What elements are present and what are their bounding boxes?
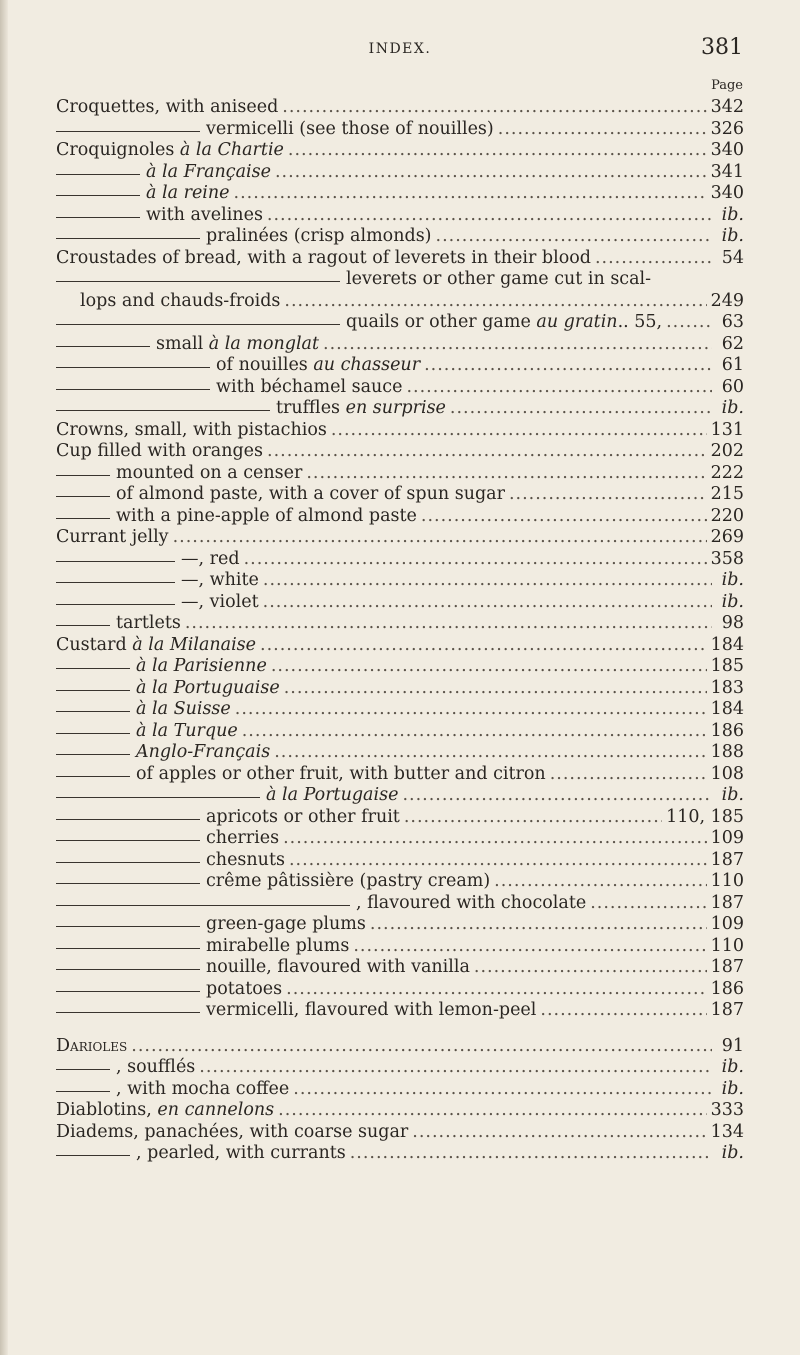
entry-page-ref: 184: [710, 634, 744, 655]
entry-page-ref: 98: [721, 613, 744, 633]
index-entry: [56, 914, 744, 936]
leader-dots: [244, 549, 707, 571]
ditto-rule: [56, 926, 200, 927]
ditto-rule: [56, 475, 110, 476]
index-entries: [56, 97, 744, 1165]
index-entry: [56, 398, 744, 420]
index-entry: [56, 420, 744, 442]
index-entry: [56, 248, 744, 270]
entry-page-ref: ib.: [721, 785, 744, 805]
index-entry: [56, 828, 744, 850]
ditto-rule: [56, 819, 200, 820]
entry-text: —, white: [181, 570, 259, 590]
ditto-rule: [56, 518, 110, 519]
entry-page-ref: 326: [710, 118, 744, 139]
entry-page-ref: 63: [721, 312, 744, 332]
index-entry: [56, 291, 744, 313]
entry-page-ref: 187: [710, 1000, 744, 1020]
entry-text: à la reine: [146, 183, 230, 203]
entry-page-ref: 333: [710, 1100, 744, 1120]
section-gap: [56, 1022, 744, 1036]
entry-page-ref: 110: [710, 935, 744, 956]
entry-page-ref: ib.: [721, 591, 744, 612]
entry-text: vermicelli, flavoured with lemon-peel: [206, 1000, 537, 1020]
ditto-rule: [56, 410, 270, 411]
leader-dots: [235, 699, 707, 721]
page-number: 381: [701, 35, 743, 60]
index-entry: [56, 334, 744, 356]
entry-page-ref: 110: [710, 871, 744, 891]
entry-text: cherries: [206, 828, 280, 848]
leader-dots: [402, 785, 712, 807]
leader-dots: [350, 1143, 712, 1165]
entry-page-ref: 340: [710, 140, 744, 160]
leader-dots: [540, 1000, 706, 1022]
index-entry: [56, 1122, 744, 1144]
ditto-rule: [56, 561, 175, 562]
leader-dots: [278, 1100, 706, 1122]
entry-page-ref: 342: [710, 97, 744, 117]
entry-page-ref: ib.: [721, 226, 744, 246]
index-entry: [56, 269, 744, 291]
entry-text: à la Parisienne: [136, 656, 267, 676]
entry-text: crême pâtissière (pastry cream): [206, 871, 491, 891]
entry-page-ref: 202: [710, 441, 744, 461]
entry-text: leverets or other game cut in scal-: [346, 269, 652, 289]
ditto-rule: [56, 174, 140, 175]
index-entry: [56, 570, 744, 592]
index-entry: [56, 549, 744, 571]
entry-text: —, violet: [181, 591, 259, 612]
entry-page-ref: 249: [710, 290, 744, 311]
entry-text: à la Suisse: [136, 699, 231, 719]
index-entry: [56, 119, 744, 141]
ditto-rule: [56, 1012, 200, 1013]
index-entry: [56, 893, 744, 915]
leader-dots: [263, 592, 712, 614]
leader-dots: [260, 635, 707, 657]
leader-dots: [284, 678, 707, 700]
leader-dots: [331, 420, 707, 442]
leader-dots: [284, 291, 706, 313]
leader-dots: [494, 871, 706, 893]
entry-page-ref: 340: [710, 183, 744, 203]
entry-page-ref: 220: [710, 505, 744, 526]
entry-page-ref: 269: [710, 527, 744, 547]
index-entry: [56, 463, 744, 485]
entry-text: à la Portugaise: [266, 785, 399, 805]
entry-text: , with mocha coffee: [116, 1078, 290, 1099]
ditto-rule: [56, 625, 110, 626]
entry-text: with béchamel sauce: [216, 376, 403, 397]
leader-dots: [595, 248, 712, 270]
index-entry: [56, 97, 744, 119]
ditto-rule: [56, 733, 130, 734]
index-entry: [56, 1036, 744, 1058]
leader-dots: [353, 936, 706, 958]
leader-dots: [274, 742, 706, 764]
entry-text: truffles en surprise: [276, 398, 446, 418]
entry-page-ref: 183: [710, 677, 744, 698]
ditto-rule: [56, 991, 200, 992]
entry-page-ref: 186: [710, 978, 744, 999]
entry-text: Currant jelly: [56, 527, 169, 547]
leader-dots: [474, 957, 707, 979]
entry-text: Diablotins, en cannelons: [56, 1100, 275, 1120]
leader-dots: [173, 527, 707, 549]
ditto-rule: [56, 969, 200, 970]
leader-dots: [271, 656, 707, 678]
entry-page-ref: 222: [710, 462, 744, 483]
index-entry: [56, 312, 744, 334]
leader-dots: [286, 979, 706, 1001]
leader-dots: [234, 183, 707, 205]
entry-page-ref: 187: [710, 849, 744, 870]
leader-dots: [267, 441, 707, 463]
entry-page-ref: 341: [710, 161, 744, 182]
leader-dots: [666, 312, 712, 334]
leader-dots: [293, 1079, 712, 1101]
entry-page-ref: 60: [721, 376, 744, 397]
ditto-rule: [56, 496, 110, 497]
index-entry: [56, 742, 744, 764]
running-title: INDEX.: [368, 41, 432, 57]
ditto-rule: [56, 582, 175, 583]
index-entry: [56, 635, 744, 657]
index-entry: [56, 484, 744, 506]
ditto-rule: [56, 711, 130, 712]
ditto-rule: [56, 1155, 130, 1156]
entry-text: green-gage plums: [206, 914, 366, 934]
entry-text: apricots or other fruit: [206, 806, 400, 827]
entry-page-ref: ib.: [721, 1057, 744, 1077]
entry-text: Croustades of bread, with a ragout of leverets in their blood: [56, 247, 591, 268]
entry-page-ref: 62: [721, 333, 744, 354]
ditto-rule: [56, 367, 210, 368]
entry-text: mounted on a censer: [116, 462, 303, 483]
entry-page-ref: ib.: [721, 570, 744, 590]
index-entry: [56, 871, 744, 893]
ditto-rule: [56, 131, 200, 132]
index-entry: [56, 140, 744, 162]
entry-page-ref: 358: [710, 548, 744, 569]
index-entry: [56, 377, 744, 399]
leader-dots: [282, 97, 706, 119]
index-entry: [56, 226, 744, 248]
entry-text: Cup filled with oranges: [56, 441, 264, 461]
index-entry: [56, 764, 744, 786]
index-entry: [56, 850, 744, 872]
index-entry: [56, 678, 744, 700]
ditto-rule: [56, 905, 350, 906]
entry-text: Croquettes, with aniseed: [56, 97, 279, 117]
index-entry: [56, 205, 744, 227]
entry-page-ref: 110, 185: [666, 806, 744, 827]
entry-text: , pearled, with currants: [136, 1143, 346, 1163]
entry-text: pralinées (crisp almonds): [206, 226, 432, 246]
entry-text: of nouilles au chasseur: [216, 355, 421, 375]
leader-dots: [288, 140, 707, 162]
index-entry: [56, 785, 744, 807]
entry-text: of apples or other fruit, with butter and citron: [136, 763, 546, 784]
leader-dots: [242, 721, 707, 743]
index-entry: [56, 527, 744, 549]
entry-page-ref: 109: [710, 914, 744, 934]
index-entry: [56, 1000, 744, 1022]
entry-page-ref: 134: [710, 1121, 744, 1142]
index-entry: [56, 699, 744, 721]
page-column-label: Page: [711, 78, 743, 93]
entry-page-ref: 54: [721, 247, 744, 268]
index-entry: [56, 1143, 744, 1165]
leader-dots: [131, 1036, 712, 1058]
leader-dots: [289, 850, 707, 872]
entry-text: Custard à la Milanaise: [56, 634, 257, 655]
entry-text: Croquignoles à la Chartie: [56, 140, 284, 160]
entry-text: potatoes: [206, 978, 283, 999]
leader-dots: [550, 764, 707, 786]
entry-text: à la Portuguaise: [136, 677, 280, 698]
leader-dots: [370, 914, 707, 936]
ditto-rule: [56, 668, 130, 669]
leader-dots: [424, 355, 712, 377]
index-entry: [56, 183, 744, 205]
index-entry: [56, 807, 744, 829]
entry-text: of almond paste, with a cover of spun sugar: [116, 484, 505, 504]
ditto-rule: [56, 217, 140, 218]
index-entry: [56, 957, 744, 979]
entry-page-ref: ib.: [721, 398, 744, 418]
entry-text: quails or other game au gratin.. 55,: [346, 312, 663, 332]
ditto-rule: [56, 195, 140, 196]
leader-dots: [306, 463, 706, 485]
index-entry: [56, 1100, 744, 1122]
entry-text: Anglo-Français: [136, 742, 271, 762]
entry-page-ref: 188: [710, 742, 744, 762]
entry-text: Darioles: [56, 1035, 128, 1056]
entry-page-ref: 187: [710, 892, 744, 913]
leader-dots: [412, 1122, 706, 1144]
entry-text: , flavoured with chocolate: [356, 892, 587, 913]
entry-page-ref: 215: [710, 484, 744, 504]
leader-dots: [199, 1057, 712, 1079]
leader-dots: [406, 377, 712, 399]
leader-dots: [590, 893, 706, 915]
index-entry: [56, 979, 744, 1001]
entry-page-ref: 185: [710, 656, 744, 676]
ditto-rule: [56, 883, 200, 884]
leader-dots: [450, 398, 712, 420]
index-entry: [56, 162, 744, 184]
ditto-rule: [56, 948, 200, 949]
entry-text: nouille, flavoured with vanilla: [206, 957, 470, 977]
leader-dots: [275, 162, 707, 184]
index-entry: [56, 936, 744, 958]
entry-page-ref: ib.: [721, 204, 744, 225]
entry-text: with avelines: [146, 204, 263, 225]
leader-dots: [267, 205, 712, 227]
index-entry: [56, 613, 744, 635]
entry-text: lops and chauds-froids: [80, 290, 281, 311]
page-header: [0, 35, 800, 65]
entry-page-ref: 186: [710, 720, 744, 741]
entry-text: Diadems, panachées, with coarse sugar: [56, 1121, 409, 1142]
entry-text: small à la monglat: [156, 333, 320, 354]
entry-text: tartlets: [116, 613, 181, 633]
ditto-rule: [56, 797, 260, 798]
entry-text: à la Française: [146, 161, 271, 182]
ditto-rule: [56, 754, 130, 755]
entry-page-ref: 184: [710, 699, 744, 719]
ditto-rule: [56, 776, 130, 777]
entry-page-ref: 109: [710, 828, 744, 848]
entry-page-ref: 61: [721, 355, 744, 375]
leader-dots: [436, 226, 712, 248]
entry-text: with a pine-apple of almond paste: [116, 505, 417, 526]
ditto-rule: [56, 604, 175, 605]
index-entry: [56, 1057, 744, 1079]
index-entry: [56, 506, 744, 528]
entry-page-ref: 187: [710, 957, 744, 977]
book-spine-shadow: [0, 0, 8, 1355]
ditto-rule: [56, 1091, 110, 1092]
leader-dots: [404, 807, 662, 829]
ditto-rule: [56, 238, 200, 239]
leader-dots: [323, 334, 712, 356]
entry-page-ref: ib.: [721, 1078, 744, 1099]
leader-dots: [509, 484, 707, 506]
ditto-rule: [56, 324, 340, 325]
ditto-rule: [56, 281, 340, 282]
entry-page-ref: 91: [721, 1035, 744, 1056]
entry-text: Crowns, small, with pistachios: [56, 419, 327, 440]
entry-text: chesnuts: [206, 849, 285, 870]
entry-text: mirabelle plums: [206, 935, 350, 956]
leader-dots: [185, 613, 712, 635]
ditto-rule: [56, 389, 210, 390]
ditto-rule: [56, 346, 150, 347]
ditto-rule: [56, 862, 200, 863]
index-entry: [56, 721, 744, 743]
entry-page-ref: 108: [710, 763, 744, 784]
entry-text: à la Turque: [136, 720, 238, 741]
index-entry: [56, 441, 744, 463]
index-entry: [56, 1079, 744, 1101]
ditto-rule: [56, 840, 200, 841]
leader-dots: [283, 828, 707, 850]
ditto-rule: [56, 690, 130, 691]
leader-dots: [421, 506, 707, 528]
entry-page-ref: 131: [710, 419, 744, 440]
entry-text: —, red: [181, 548, 240, 569]
entry-text: , soufflés: [116, 1057, 196, 1077]
entry-text: vermicelli (see those of nouilles): [206, 118, 494, 139]
index-entry: [56, 656, 744, 678]
index-entry: [56, 355, 744, 377]
ditto-rule: [56, 1069, 110, 1070]
entry-page-ref: ib.: [721, 1143, 744, 1163]
leader-dots: [263, 570, 712, 592]
index-entry: [56, 592, 744, 614]
leader-dots: [498, 119, 707, 141]
